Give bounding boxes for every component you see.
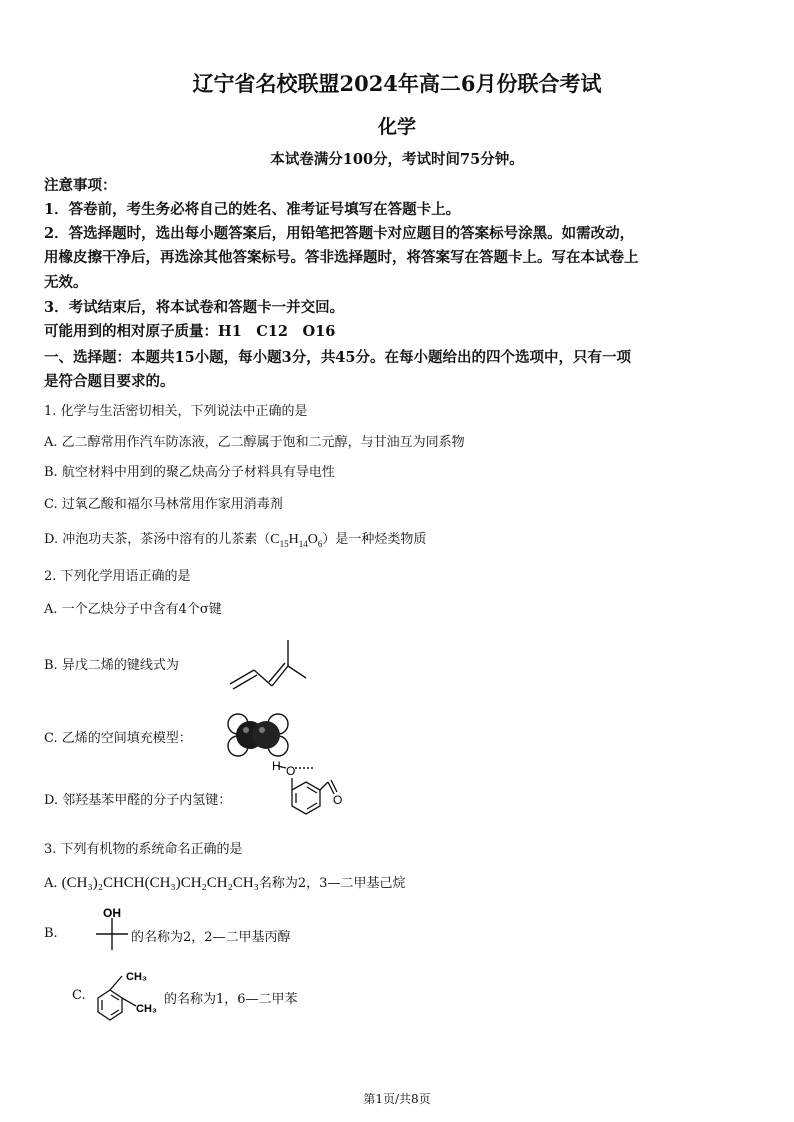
q1-stem: 1. 化学与生活密切相关，下列说法中正确的是 [44, 404, 308, 419]
carbonyl-o-atom-label: O [333, 793, 343, 807]
tert-butanol-skeletal-formula [94, 906, 134, 956]
catechin-formula: $C_{15}H_{14}O_6$ [270, 532, 323, 549]
section-1-heading-line-2: 是符合题目要求的。 [44, 373, 175, 390]
o-xylene-structure [92, 966, 168, 1028]
note-item-1: 1．答卷前，考生务必将自己的姓名、准考证号填写在答题卡上。 [44, 201, 461, 218]
ethylene-space-filling-model [226, 712, 290, 758]
ch3-top-label: CH₃ [126, 971, 147, 983]
exam-info: 本试卷满分100分，考试时间75分钟。 [270, 151, 524, 168]
q3-option-b-prefix: B. [44, 926, 58, 941]
note-item-2-line-2: 用橡皮擦干净后，再选涂其他答案标号。答非选择题时，将答案写在答题卡上。写在本试卷上 [44, 249, 639, 266]
o-hydroxybenzaldehyde-structure [272, 760, 348, 824]
q1-option-a: A. 乙二醇常用作汽车防冻液，乙二醇属于饱和二元醇，与甘油互为同系物 [44, 435, 465, 450]
q3-option-c-prefix: C. [72, 988, 86, 1003]
q1-option-c: C. 过氧乙酸和福尔马林常用作家用消毒剂 [44, 497, 283, 512]
q1-option-b: B. 航空材料中用到的聚乙炔高分子材料具有导电性 [44, 465, 335, 480]
q1-option-d [44, 528, 426, 549]
notes-heading: 注意事项： [44, 177, 117, 194]
q1-option-d-suffix: ）是一种烃类物质 [322, 532, 427, 547]
atomic-mass-line: 可能用到的相对原子质量：H1 C12 O16 [44, 323, 336, 340]
h-atom-label: H [272, 759, 281, 773]
hydroxyl-o-atom-label: O [286, 764, 296, 778]
q3-a-suffix: 名称为2，3—二甲基己烷 [258, 876, 406, 891]
q2-stem: 2. 下列化学用语正确的是 [44, 569, 191, 584]
q1-option-d-prefix: D. 冲泡功夫茶，茶汤中溶有的儿茶素（ [44, 532, 271, 547]
subject-title: 化学 [377, 116, 416, 138]
section-1-heading-line-1: 一、选择题：本题共15小题，每小题3分，共45分。在每小题给出的四个选项中，只有一项 [44, 349, 631, 366]
isoprene-skeletal-formula [228, 636, 308, 692]
ch3-side-label: CH₃ [136, 1003, 157, 1015]
q3-option-c-suffix: 的名称为1，6—二甲苯 [164, 992, 298, 1007]
q2-option-c: C. 乙烯的空间填充模型： [44, 731, 192, 746]
q3-option-b-suffix: 的名称为2，2—二甲基丙醇 [131, 930, 291, 945]
q3-stem: 3. 下列有机物的系统命名正确的是 [44, 842, 243, 857]
q2-option-b: B. 异戊二烯的键线式为 [44, 658, 179, 673]
exam-title: 辽宁省名校联盟2024年高二6月份联合考试 [192, 71, 602, 96]
note-item-2-line-3: 无效。 [44, 274, 88, 291]
note-item-3: 3．考试结束后，将本试卷和答题卡一并交回。 [44, 299, 345, 316]
page-number: 第1页/共8页 [363, 1092, 431, 1106]
q2-option-d: D. 邻羟基苯甲醛的分子内氢键： [44, 793, 232, 808]
oh-group-label: OH [103, 906, 121, 920]
q3-option-a: A. (CH₃)₂CHCH(CH₃)CH₂CH₂CH₃名称为2，3—二甲基己烷 [44, 875, 406, 891]
q3-a-formula: (CH₃)₂CHCH(CH₃)CH₂CH₂CH₃ [61, 875, 259, 891]
note-item-2-line-1: 2．答选择题时，选出每小题答案后，用铅笔把答题卡对应题目的答案标号涂黑。如需改动， [44, 225, 635, 242]
q2-option-a: A. 一个乙炔分子中含有4个σ键 [44, 602, 222, 617]
